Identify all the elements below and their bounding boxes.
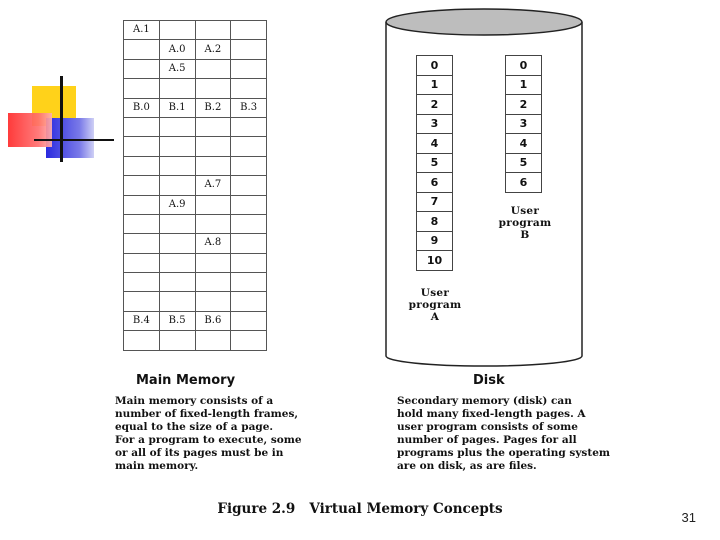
memory-frame: [231, 79, 267, 98]
figure-caption: Figure 2.9 Virtual Memory Concepts: [217, 501, 503, 517]
memory-frame: [195, 331, 231, 350]
memory-frame: [124, 156, 160, 175]
logo-red-square: [8, 113, 52, 147]
memory-row: [124, 234, 267, 253]
main-memory-heading: Main Memory: [136, 373, 236, 388]
memory-frame: B.5: [159, 311, 195, 330]
main-memory-frames: [123, 20, 267, 351]
page-cell: 5: [506, 153, 542, 173]
memory-frame: [231, 292, 267, 311]
memory-row: [124, 21, 267, 40]
memory-frame: [231, 40, 267, 59]
memory-frame: [195, 21, 231, 40]
memory-frame: [159, 21, 195, 40]
memory-frame: [124, 292, 160, 311]
memory-frame: A.0: [159, 40, 195, 59]
memory-frame: [159, 253, 195, 272]
page-cell: 7: [417, 192, 453, 212]
page-cell: 1: [417, 75, 453, 95]
memory-frame: [231, 214, 267, 233]
disk-description: Secondary memory (disk) can hold many fixed-length pages. A user program consists of some number of pages. Pages for all programs plus the operating system are on disk, as are files.: [397, 395, 610, 472]
memory-frame: [231, 137, 267, 156]
program-a-pages: [416, 55, 453, 271]
memory-frame: [124, 117, 160, 136]
main-memory-description: Main memory consists of a number of fixed-length frames, equal to the size of a page. For a program to execute, some or all of its pages must be in main memory.: [115, 395, 302, 472]
page-cell: 9: [417, 231, 453, 251]
logo-vertical-line: [60, 76, 63, 162]
logo: [8, 76, 118, 166]
memory-frame: [195, 59, 231, 78]
program-b-pages: [505, 55, 542, 193]
logo-horizontal-line: [34, 139, 114, 141]
memory-frame: B.2: [195, 98, 231, 117]
program-a-label: User program A: [408, 287, 462, 323]
page-cell: 3: [506, 114, 542, 134]
memory-frame: [231, 59, 267, 78]
page-cell: 5: [417, 153, 453, 173]
memory-frame: B.4: [124, 311, 160, 330]
memory-frame: [231, 331, 267, 350]
memory-row: [124, 98, 267, 117]
page-cell: 6: [506, 173, 542, 193]
page-cell: 6: [417, 173, 453, 193]
memory-frame: A.9: [159, 195, 195, 214]
memory-frame: [159, 117, 195, 136]
memory-row: [124, 331, 267, 350]
memory-frame: [124, 234, 160, 253]
memory-frame: [124, 195, 160, 214]
memory-frame: [124, 176, 160, 195]
memory-frame: [159, 331, 195, 350]
memory-frame: [124, 214, 160, 233]
page-cell: 2: [506, 95, 542, 115]
page-cell: 8: [417, 212, 453, 232]
memory-row: [124, 195, 267, 214]
memory-frame: [231, 253, 267, 272]
logo-blue-square: [46, 118, 94, 158]
memory-frame: [231, 117, 267, 136]
memory-frame: [195, 292, 231, 311]
memory-frame: [124, 253, 160, 272]
memory-frame: [195, 214, 231, 233]
memory-frame: [231, 156, 267, 175]
memory-frame: [124, 40, 160, 59]
page-cell: 3: [417, 114, 453, 134]
page-cell: 10: [417, 251, 453, 271]
memory-row: [124, 137, 267, 156]
memory-frame: A.1: [124, 21, 160, 40]
memory-frame: A.8: [195, 234, 231, 253]
page-cell: 4: [417, 134, 453, 154]
memory-frame: [124, 273, 160, 292]
memory-frame: B.3: [231, 98, 267, 117]
memory-row: [124, 292, 267, 311]
memory-frame: [159, 156, 195, 175]
page-cell: 2: [417, 95, 453, 115]
memory-frame: [195, 253, 231, 272]
memory-frame: A.7: [195, 176, 231, 195]
page-cell: 1: [506, 75, 542, 95]
memory-frame: [159, 214, 195, 233]
memory-frame: [124, 137, 160, 156]
page-cell: 0: [417, 56, 453, 76]
page-cell: 0: [506, 56, 542, 76]
memory-frame: [195, 195, 231, 214]
memory-frame: A.2: [195, 40, 231, 59]
memory-frame: [231, 21, 267, 40]
memory-frame: B.0: [124, 98, 160, 117]
memory-row: [124, 156, 267, 175]
memory-row: [124, 176, 267, 195]
memory-frame: [195, 79, 231, 98]
memory-frame: [159, 292, 195, 311]
memory-frame: [159, 79, 195, 98]
memory-frame: [195, 273, 231, 292]
memory-row: [124, 117, 267, 136]
memory-row: [124, 40, 267, 59]
memory-frame: [159, 137, 195, 156]
memory-frame: [159, 273, 195, 292]
slide-number: 31: [681, 510, 696, 525]
memory-frame: B.1: [159, 98, 195, 117]
memory-frame: A.5: [159, 59, 195, 78]
memory-frame: [159, 234, 195, 253]
memory-frame: [231, 311, 267, 330]
memory-frame: [231, 176, 267, 195]
memory-frame: [159, 176, 195, 195]
disk-heading: Disk: [473, 373, 505, 388]
memory-frame: [231, 273, 267, 292]
memory-frame: [231, 195, 267, 214]
memory-frame: [195, 117, 231, 136]
memory-row: [124, 311, 267, 330]
memory-row: [124, 214, 267, 233]
memory-row: [124, 79, 267, 98]
page-cell: 4: [506, 134, 542, 154]
disk-top: [386, 9, 582, 35]
memory-frame: [195, 156, 231, 175]
memory-frame: [124, 59, 160, 78]
memory-frame: [124, 331, 160, 350]
memory-frame: [231, 234, 267, 253]
memory-row: [124, 59, 267, 78]
memory-row: [124, 273, 267, 292]
memory-frame: [195, 137, 231, 156]
memory-frame: [124, 79, 160, 98]
memory-frame: B.6: [195, 311, 231, 330]
program-b-label: User program B: [498, 205, 552, 241]
memory-row: [124, 253, 267, 272]
